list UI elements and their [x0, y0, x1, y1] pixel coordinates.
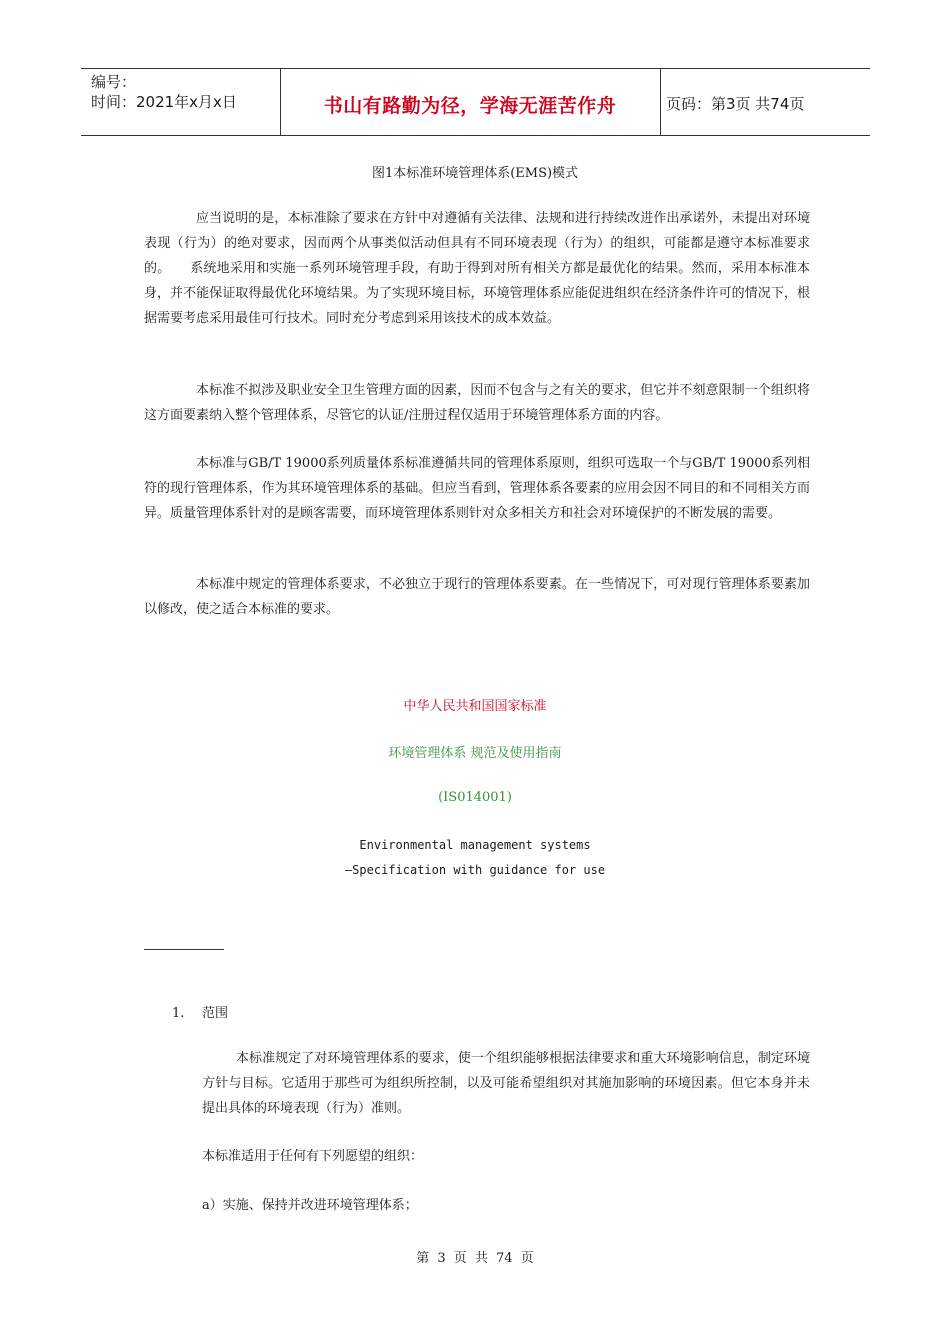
paragraph-3: 本标准与GB/T 19000系列质量体系标准遵循共同的管理体系原则，组织可选取一个与GB/T 19000系列相符的现行管理体系，作为其环境管理体系的基础。但应当看到，管理体系各要素的应用会因不同目的和不同相关方而异。质量管理体系针对的是顾客需要，而环境管理体系则针对众多相关方和社会对环境保护的不断发展的需要。: [144, 456, 810, 521]
paragraph-2: 本标准不拟涉及职业安全卫生管理方面的因素，因而不包含与之有关的要求，但它并不刻意限制一个组织将这方面要素纳入整个管理体系，尽管它的认证/注册过程仅适用于环境管理体系方面的内容。: [144, 383, 810, 423]
paragraph-4: 本标准中规定的管理体系要求，不必独立于现行的管理体系要素。在一些情况下，可对现行管理体系要素加以修改，使之适合本标准的要求。: [144, 577, 810, 617]
footnote-rule: [144, 949, 224, 950]
paragraph-1: 应当说明的是，本标准除了要求在方针中对遵循有关法律、法规和进行持续改进作出承诺外，未提出对环境表现（行为）的绝对要求，因而两个从事类似活动但具有不同环境表现（行为）的组织，可能都是遵守本标准要求的。 系统地采用和实施一系列环境管理手段，有助于得到对所有相关方都是最优化的结果。然而，采用本标准本身，并不能保证取得最优化环境结果。为了实现环境目标，环境管理体系应能促进组织在经济条件许可的情况下，根据需要考虑采用最佳可行技术。同时充分考虑到采用该技术的成本效益。: [144, 211, 810, 326]
standard-en-line-2: —Specification with guidance for use: [344, 863, 606, 877]
page-footer: 第 3 页 共 74 页: [416, 1251, 534, 1266]
standard-org: 中华人民共和国国家标准: [403, 699, 547, 714]
motto: 书山有路勤为径，学海无涯苦作舟: [323, 95, 617, 117]
section-paragraph-2: 本标准适用于任何有下列愿望的组织：: [202, 1149, 424, 1164]
section-heading: [172, 1002, 228, 1021]
figure-caption: 图1本标准环境管理体系(EMS)模式: [371, 166, 579, 181]
page-header: [81, 68, 870, 136]
section-paragraph-1: 本标准规定了对环境管理体系的要求，使一个组织能够根据法律要求和重大环境影响信息，制定环境方针与目标。它适用于那些可为组织所控制，以及可能希望组织对其施加影响的环境因素。但它本身并未提出具体的环境表现（行为）准则。: [202, 1051, 810, 1116]
date-label: 时间：2021年x月x日: [91, 93, 237, 111]
page-info: 页码：第3页 共74页: [666, 95, 805, 113]
section-title: 范围: [202, 1006, 229, 1021]
section-number: 1.: [172, 1006, 185, 1021]
standard-code: (IS014001): [438, 790, 512, 805]
standard-title: 环境管理体系 规范及使用指南: [388, 746, 562, 761]
header-meta-cell: [81, 69, 281, 135]
header-page-cell: [660, 69, 870, 135]
header-motto-cell: [280, 69, 661, 135]
standard-en-line-1: Environmental management systems: [359, 838, 591, 852]
section-item-a: a）实施、保持并改进环境管理体系；: [202, 1198, 418, 1213]
serial-label: 编号：: [91, 73, 137, 91]
